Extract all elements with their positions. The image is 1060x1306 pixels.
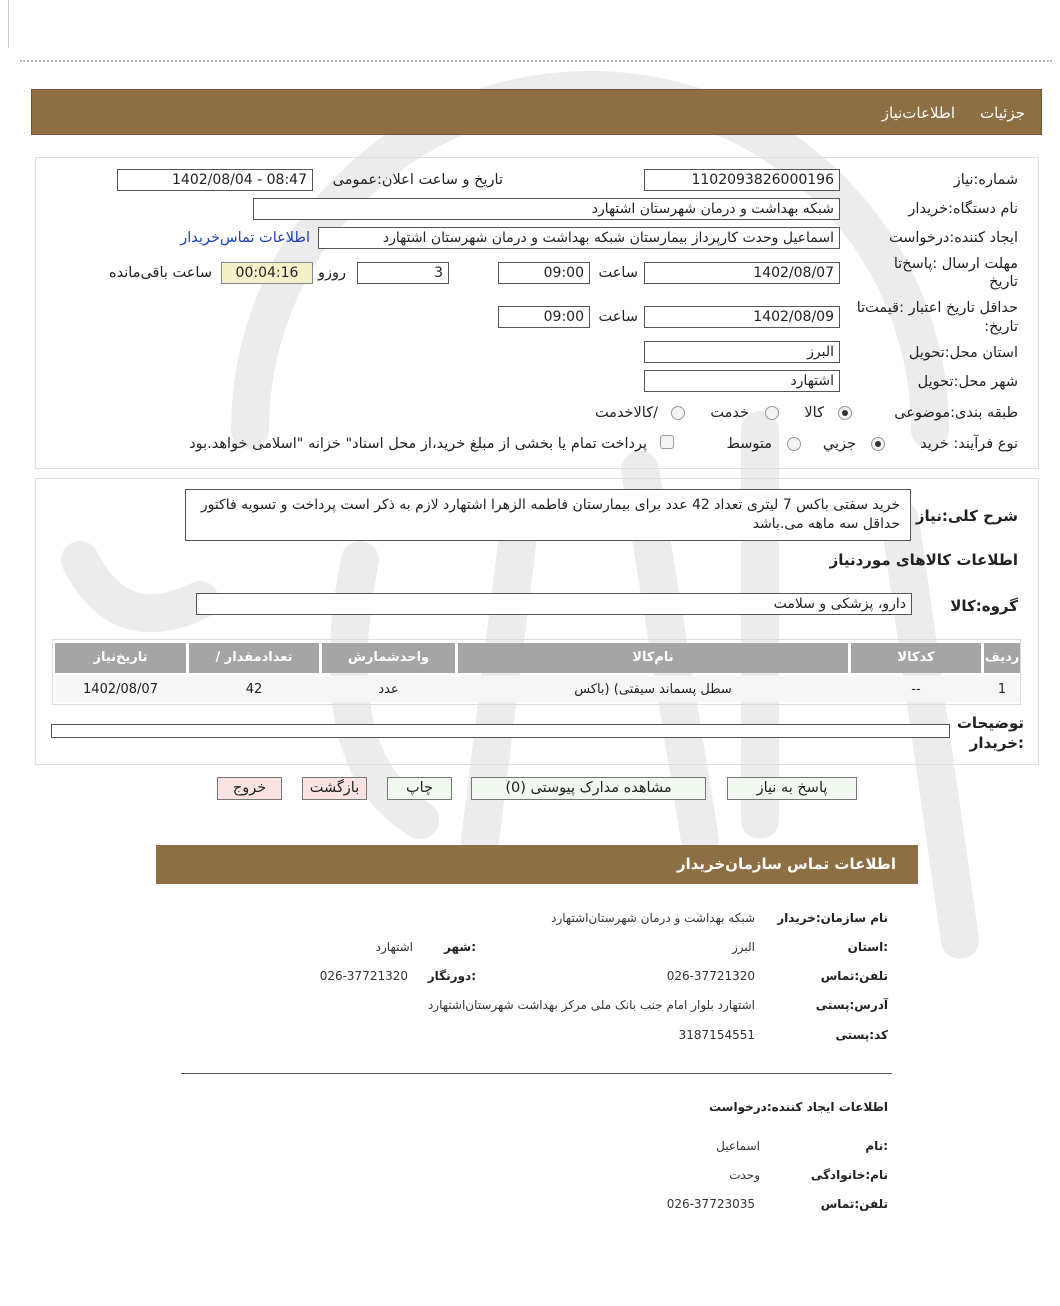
contact-phone-label: تلفن:تماس xyxy=(820,969,888,983)
contact-org-value: شبکه بهداشت و درمان شهرستان‌اشتهارد xyxy=(551,911,755,925)
announce-date-field: 1402/08/04 - 08:47 xyxy=(117,169,313,191)
buyer-notes-field xyxy=(51,724,950,738)
contact-city-label: :شهر xyxy=(444,940,476,954)
creator-info-title: اطلاعات ایجاد کننده:درخواست xyxy=(708,1100,888,1114)
category-goods-service-radio[interactable] xyxy=(671,406,685,420)
back-button[interactable]: بازگشت xyxy=(302,777,367,800)
goods-info-title: اطلاعات کالاهای موردنیاز xyxy=(829,551,1018,569)
remaining-time-field: 00:04:16 xyxy=(221,262,313,284)
creator-phone-value: 026-37723035 xyxy=(666,1197,755,1211)
contact-postal-value: 3187154551 xyxy=(678,1028,755,1042)
process-type-label: نوع فرآیند: خرید xyxy=(920,436,1018,452)
creator-family-label: نام:خانوادگی xyxy=(810,1168,888,1182)
creator-name-label: :نام xyxy=(865,1139,888,1153)
category-service-label: خدمت xyxy=(710,405,749,421)
validity-time-field: 09:00 xyxy=(498,306,590,328)
city-label: شهر محل:تحویل xyxy=(917,374,1018,390)
buyer-contact-link[interactable]: اطلاعات تماس‌خریدار xyxy=(180,230,310,246)
contact-postal-label: کد:پستی xyxy=(835,1028,888,1042)
buyer-notes-label-2: :خریدار xyxy=(969,734,1024,752)
creator-name-value: اسماعیل xyxy=(716,1139,760,1153)
contact-city-value: اشتهارد xyxy=(375,940,413,954)
category-service-radio[interactable] xyxy=(765,406,779,420)
category-goods-radio[interactable] xyxy=(838,406,852,420)
table-cell-quantity: 42 xyxy=(245,682,263,697)
city-field: اشتهارد xyxy=(644,370,840,392)
contact-fax-value: 026-37721320 xyxy=(319,969,408,983)
table-cell-name: سطل پسماند سیفتی) (باکس xyxy=(574,682,732,697)
buyer-org-field: شبکه بهداشت و درمان شهرستان اشتهارد xyxy=(253,198,840,220)
left-edge-line xyxy=(8,0,9,48)
contact-title: اطلاعات تماس سازمان‌خریدار xyxy=(676,855,896,873)
table-cell-row-number: 1 xyxy=(997,682,1007,697)
deadline-time-label: ساعت xyxy=(598,265,638,281)
page-header-bar xyxy=(31,89,1042,135)
table-header-name: نام‌کالا xyxy=(458,643,848,673)
creator-phone-label: تلفن:تماس xyxy=(820,1197,888,1211)
table-header-code: کدکالا xyxy=(851,643,981,673)
treasury-payment-checkbox[interactable] xyxy=(660,435,674,449)
table-header-row-number: ردیف xyxy=(984,643,1020,673)
table-header-unit: واحدشمارش xyxy=(322,643,455,673)
contact-province-value: البرز xyxy=(731,940,755,954)
tab-need-info[interactable]: اطلاعات‌نیاز xyxy=(881,104,955,122)
description-box: خرید سفتی باکس 7 لیتری تعداد 42 عدد برای بیمارستان فاطمه الزهرا اشتهارد لازم به ذکر است پرداخت و تسویه فاکتور حداقل سه ماهه می.باشد xyxy=(185,489,911,541)
contact-header-bar xyxy=(156,845,918,884)
validity-label-2: تاریخ: xyxy=(984,319,1018,335)
buyer-org-label: نام دستگاه:خریدار xyxy=(908,201,1018,217)
deadline-label: مهلت ارسال :پاسخ‌تا xyxy=(893,256,1018,272)
table-header-date: تاریخ‌نیاز xyxy=(55,643,186,673)
contact-address-value: اشتهارد بلوار امام جنب بانک ملی مرکز بهداشت شهرستان‌اشتهارد xyxy=(427,998,755,1012)
contact-province-label: :استان xyxy=(847,940,888,954)
process-medium-label: متوسط xyxy=(726,436,772,452)
province-label: استان محل:تحویل xyxy=(908,345,1018,361)
table-cell-unit: عدد xyxy=(378,682,399,697)
print-button[interactable]: چاپ xyxy=(387,777,452,800)
announce-date-label: تاریخ و ساعت اعلان:عمومی xyxy=(332,172,503,188)
deadline-date-field: 1402/08/07 xyxy=(644,262,840,284)
deadline-time-field: 09:00 xyxy=(498,262,590,284)
days-field: 3 xyxy=(357,262,449,284)
category-goods-label: کالا xyxy=(804,405,824,421)
remaining-time-label: ساعت باقی‌مانده xyxy=(109,265,212,281)
creator-family-value: وحدت xyxy=(729,1168,760,1182)
contact-fax-label: :دورنگار xyxy=(427,969,476,983)
view-attachments-button[interactable]: مشاهده مدارک پیوستی (0) xyxy=(471,777,706,800)
contact-address-label: آدرس:پستی xyxy=(815,998,888,1012)
goods-group-field: دارو، پزشکی و سلامت xyxy=(196,593,912,615)
creator-field: اسماعیل وحدت کارپرداز بیمارستان شبکه بهداشت و درمان شهرستان اشتهارد xyxy=(318,227,840,249)
process-partial-radio[interactable] xyxy=(871,437,885,451)
table-cell-date: 1402/08/07 xyxy=(83,682,158,697)
treasury-payment-note: پرداخت تمام یا بخشی از مبلغ خرید،از محل اسناد" خزانه "اسلامی خواهد.بود xyxy=(189,436,647,452)
goods-group-label: گروه:کالا xyxy=(950,597,1018,615)
table-cell-code: -- xyxy=(911,682,921,697)
validity-label: حداقل تاریخ اعتبار :قیمت‌تا xyxy=(856,300,1018,316)
table-header-quantity: / تعدادمقدار xyxy=(189,643,319,673)
dotted-divider xyxy=(20,60,1052,62)
validity-date-field: 1402/08/09 xyxy=(644,306,840,328)
deadline-label-2: تاریخ xyxy=(989,274,1018,290)
process-medium-radio[interactable] xyxy=(787,437,801,451)
contact-divider xyxy=(181,1073,892,1074)
category-goods-service-label: /کالاخدمت xyxy=(594,405,658,421)
contact-org-label: نام سازمان:خریدار xyxy=(777,911,888,925)
contact-phone-value: 026-37721320 xyxy=(666,969,755,983)
need-number-field: 1102093826000196 xyxy=(644,169,840,191)
process-partial-label: جزیي xyxy=(822,436,856,452)
buyer-notes-label: توضیحات xyxy=(956,714,1024,732)
creator-label: ایجاد کننده:درخواست xyxy=(889,230,1018,246)
description-label: شرح کلی:نیاز xyxy=(915,507,1018,525)
tab-details[interactable]: جزئیات xyxy=(980,104,1025,122)
province-field: البرز xyxy=(644,341,840,363)
reply-button[interactable]: پاسخ به نیاز xyxy=(727,777,857,800)
validity-time-label: ساعت xyxy=(598,309,638,325)
exit-button[interactable]: خروج xyxy=(217,777,282,800)
need-number-label: شماره:نیاز xyxy=(953,172,1018,188)
category-label: طبقه بندی:موضوعی xyxy=(894,405,1018,421)
days-label: روزو xyxy=(317,265,346,281)
